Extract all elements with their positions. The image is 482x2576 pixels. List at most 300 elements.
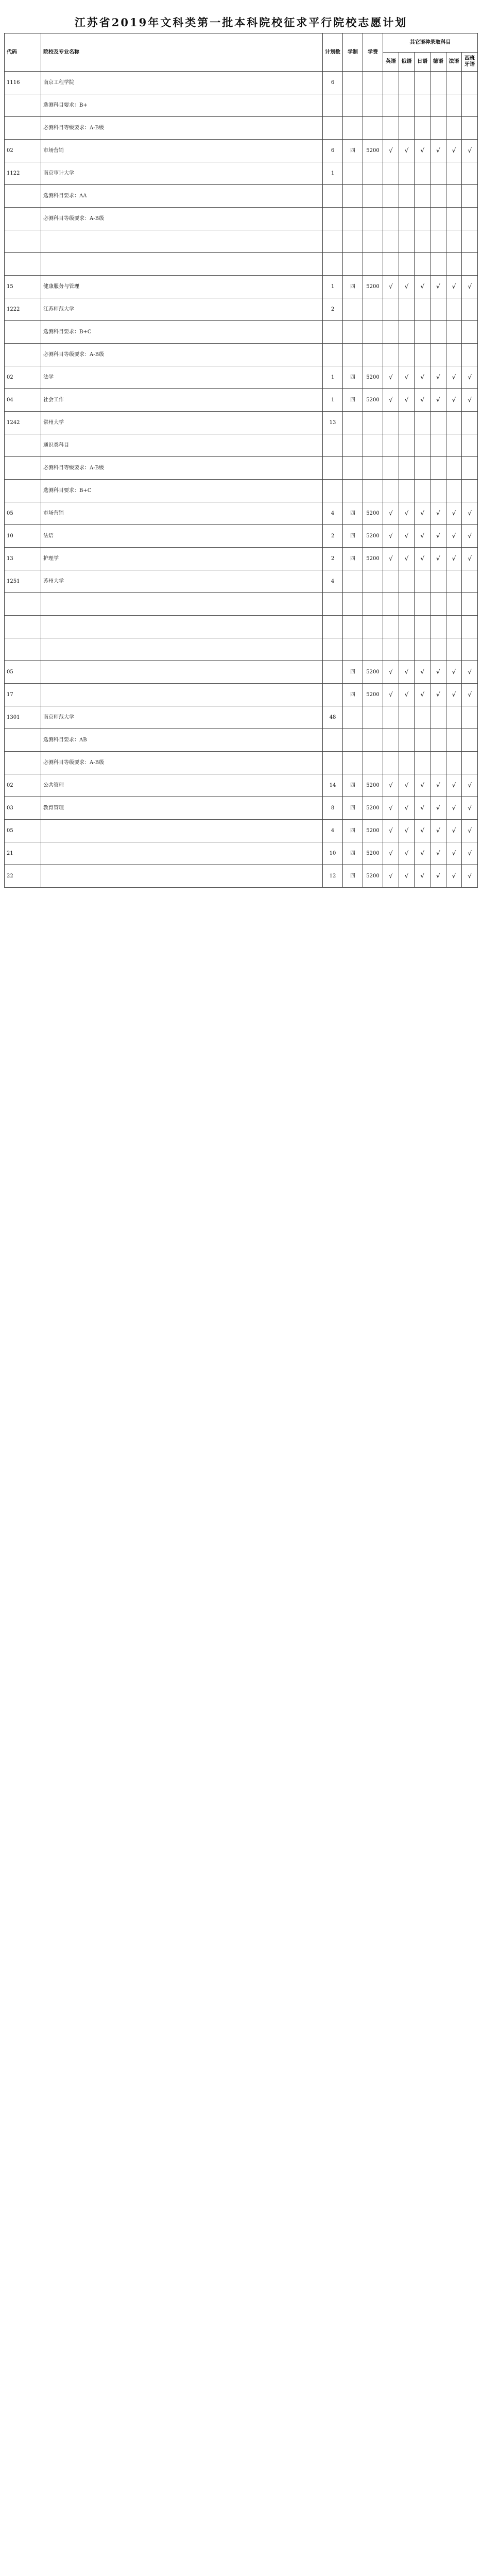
row-check-cell	[446, 797, 462, 820]
row-name: 选测科目要求：AA	[41, 185, 323, 208]
check-mark-icon: √	[452, 781, 456, 789]
row-check-cell	[446, 502, 462, 525]
row-check-cell	[462, 185, 478, 208]
row-code: 15	[5, 276, 41, 298]
row-check-cell	[430, 457, 446, 480]
row-check-cell	[430, 366, 446, 389]
row-check-cell	[415, 230, 431, 253]
row-name: 常州大学	[41, 412, 323, 434]
row-name	[41, 865, 323, 888]
header-plan: 计划数	[323, 33, 343, 72]
row-code: 05	[5, 820, 41, 842]
row-check-cell	[399, 117, 415, 140]
check-mark-icon: √	[436, 690, 440, 698]
row-check-cell	[415, 570, 431, 593]
header-sub-russian: 俄语	[399, 53, 415, 72]
row-code: 1301	[5, 706, 41, 729]
row-check-cell	[399, 344, 415, 366]
row-check-cell	[462, 412, 478, 434]
row-check-cell	[430, 94, 446, 117]
row-years: 四	[343, 842, 363, 865]
row-plan	[323, 185, 343, 208]
row-check-cell	[462, 570, 478, 593]
row-years	[343, 752, 363, 774]
row-check-cell	[430, 344, 446, 366]
row-code: 03	[5, 797, 41, 820]
row-check-cell	[399, 774, 415, 797]
check-mark-icon: √	[468, 373, 472, 381]
check-mark-icon: √	[452, 826, 456, 834]
table-row	[5, 366, 478, 389]
row-check-cell	[462, 389, 478, 412]
row-check-cell	[415, 480, 431, 502]
table-row	[5, 321, 478, 344]
check-mark-icon: √	[404, 146, 409, 154]
header-fee: 学费	[363, 33, 383, 72]
row-check-cell	[383, 412, 399, 434]
row-code: 04	[5, 389, 41, 412]
row-check-cell	[383, 525, 399, 548]
table-row	[5, 593, 478, 616]
row-years	[343, 321, 363, 344]
row-check-cell	[430, 593, 446, 616]
row-check-cell	[399, 616, 415, 638]
row-fee: 5200	[363, 774, 383, 797]
row-fee	[363, 208, 383, 230]
table-row	[5, 389, 478, 412]
row-check-cell	[399, 94, 415, 117]
row-check-cell	[430, 389, 446, 412]
row-name: 市场营销	[41, 140, 323, 162]
row-check-cell	[446, 842, 462, 865]
row-years	[343, 162, 363, 185]
row-years: 四	[343, 502, 363, 525]
row-check-cell	[383, 253, 399, 276]
row-check-cell	[399, 706, 415, 729]
row-check-cell	[399, 162, 415, 185]
row-check-cell	[399, 661, 415, 684]
row-check-cell	[383, 389, 399, 412]
row-check-cell	[399, 548, 415, 570]
row-name: 通识类科目	[41, 434, 323, 457]
row-fee: 5200	[363, 842, 383, 865]
row-plan: 1	[323, 276, 343, 298]
row-plan: 8	[323, 797, 343, 820]
row-check-cell	[462, 276, 478, 298]
row-check-cell	[399, 72, 415, 94]
check-mark-icon: √	[404, 396, 409, 403]
row-check-cell	[415, 820, 431, 842]
header-code: 代码	[5, 33, 41, 72]
table-row	[5, 230, 478, 253]
row-fee: 5200	[363, 140, 383, 162]
table-row	[5, 525, 478, 548]
row-name: 苏州大学	[41, 570, 323, 593]
header-sub-spanish: 西班牙语	[462, 53, 478, 72]
row-years: 四	[343, 140, 363, 162]
check-mark-icon: √	[389, 373, 393, 381]
row-check-cell	[446, 162, 462, 185]
row-fee	[363, 412, 383, 434]
row-check-cell	[446, 208, 462, 230]
check-mark-icon: √	[389, 781, 393, 789]
check-mark-icon: √	[389, 849, 393, 857]
row-fee	[363, 321, 383, 344]
check-mark-icon: √	[404, 282, 409, 290]
row-code: 05	[5, 661, 41, 684]
row-check-cell	[383, 752, 399, 774]
row-plan: 2	[323, 525, 343, 548]
row-check-cell	[446, 276, 462, 298]
row-check-cell	[446, 230, 462, 253]
row-check-cell	[462, 548, 478, 570]
row-years: 四	[343, 276, 363, 298]
row-code	[5, 253, 41, 276]
row-code	[5, 321, 41, 344]
row-check-cell	[430, 162, 446, 185]
check-mark-icon: √	[436, 373, 440, 381]
row-check-cell	[383, 434, 399, 457]
row-check-cell	[462, 842, 478, 865]
check-mark-icon: √	[420, 804, 424, 811]
row-years	[343, 253, 363, 276]
check-mark-icon: √	[404, 668, 409, 675]
row-check-cell	[415, 638, 431, 661]
row-check-cell	[399, 502, 415, 525]
row-years	[343, 457, 363, 480]
row-check-cell	[462, 230, 478, 253]
row-years	[343, 185, 363, 208]
header-sub-french: 法语	[446, 53, 462, 72]
row-name: 市场营销	[41, 502, 323, 525]
check-mark-icon: √	[468, 668, 472, 675]
row-check-cell	[383, 729, 399, 752]
row-check-cell	[383, 230, 399, 253]
row-check-cell	[399, 208, 415, 230]
row-code: 1122	[5, 162, 41, 185]
row-code	[5, 94, 41, 117]
row-check-cell	[462, 253, 478, 276]
table-row	[5, 434, 478, 457]
row-check-cell	[430, 525, 446, 548]
row-plan	[323, 230, 343, 253]
row-name: 必测科目等级要求：A-B级	[41, 752, 323, 774]
check-mark-icon: √	[452, 872, 456, 879]
row-check-cell	[415, 253, 431, 276]
row-check-cell	[399, 457, 415, 480]
table-row	[5, 140, 478, 162]
row-check-cell	[415, 72, 431, 94]
row-name: 必测科目等级要求：A-B级	[41, 344, 323, 366]
row-check-cell	[383, 570, 399, 593]
check-mark-icon: √	[389, 554, 393, 562]
row-fee	[363, 94, 383, 117]
row-check-cell	[430, 706, 446, 729]
check-mark-icon: √	[452, 396, 456, 403]
row-fee	[363, 72, 383, 94]
row-check-cell	[415, 729, 431, 752]
row-fee	[363, 593, 383, 616]
table-row	[5, 502, 478, 525]
check-mark-icon: √	[436, 532, 440, 539]
row-check-cell	[415, 276, 431, 298]
check-mark-icon: √	[420, 146, 424, 154]
check-mark-icon: √	[404, 849, 409, 857]
check-mark-icon: √	[389, 690, 393, 698]
row-plan: 6	[323, 140, 343, 162]
row-check-cell	[446, 140, 462, 162]
row-check-cell	[446, 570, 462, 593]
check-mark-icon: √	[420, 396, 424, 403]
row-check-cell	[462, 117, 478, 140]
row-code: 02	[5, 140, 41, 162]
table-row	[5, 684, 478, 706]
table-header-row	[5, 33, 478, 53]
row-check-cell	[415, 842, 431, 865]
row-fee: 5200	[363, 276, 383, 298]
row-name: 必测科目等级要求：A-B级	[41, 457, 323, 480]
row-name: 南京工程学院	[41, 72, 323, 94]
row-check-cell	[399, 638, 415, 661]
check-mark-icon: √	[420, 826, 424, 834]
row-check-cell	[415, 774, 431, 797]
check-mark-icon: √	[404, 532, 409, 539]
row-check-cell	[399, 820, 415, 842]
row-check-cell	[399, 729, 415, 752]
row-check-cell	[462, 298, 478, 321]
check-mark-icon: √	[468, 146, 472, 154]
row-check-cell	[383, 638, 399, 661]
row-years	[343, 117, 363, 140]
row-name: 南京审计大学	[41, 162, 323, 185]
header-sub-english: 英语	[383, 53, 399, 72]
row-check-cell	[462, 774, 478, 797]
row-fee	[363, 457, 383, 480]
row-code	[5, 344, 41, 366]
table-row	[5, 774, 478, 797]
check-mark-icon: √	[452, 282, 456, 290]
row-check-cell	[462, 140, 478, 162]
row-check-cell	[383, 706, 399, 729]
row-check-cell	[399, 321, 415, 344]
check-mark-icon: √	[404, 554, 409, 562]
row-check-cell	[430, 321, 446, 344]
row-plan	[323, 480, 343, 502]
row-name: 法学	[41, 366, 323, 389]
row-plan	[323, 321, 343, 344]
row-fee	[363, 638, 383, 661]
row-check-cell	[399, 366, 415, 389]
row-plan	[323, 729, 343, 752]
row-name: 护理学	[41, 548, 323, 570]
row-check-cell	[399, 525, 415, 548]
check-mark-icon: √	[404, 804, 409, 811]
row-plan	[323, 434, 343, 457]
table-row	[5, 570, 478, 593]
row-check-cell	[446, 774, 462, 797]
row-code: 1222	[5, 298, 41, 321]
row-plan	[323, 457, 343, 480]
table-row	[5, 208, 478, 230]
row-check-cell	[446, 72, 462, 94]
check-mark-icon: √	[436, 554, 440, 562]
row-check-cell	[462, 525, 478, 548]
row-check-cell	[415, 457, 431, 480]
row-fee	[363, 185, 383, 208]
row-years: 四	[343, 774, 363, 797]
row-fee: 5200	[363, 661, 383, 684]
row-check-cell	[462, 797, 478, 820]
table-row	[5, 94, 478, 117]
row-check-cell	[430, 140, 446, 162]
row-fee	[363, 162, 383, 185]
row-years	[343, 344, 363, 366]
row-check-cell	[415, 94, 431, 117]
row-years: 四	[343, 797, 363, 820]
row-name: 选测科目要求：B+C	[41, 321, 323, 344]
row-name: 公共管理	[41, 774, 323, 797]
row-fee	[363, 616, 383, 638]
check-mark-icon: √	[436, 849, 440, 857]
row-check-cell	[415, 412, 431, 434]
row-check-cell	[462, 661, 478, 684]
check-mark-icon: √	[436, 872, 440, 879]
row-check-cell	[446, 752, 462, 774]
check-mark-icon: √	[452, 804, 456, 811]
row-name	[41, 593, 323, 616]
row-code: 02	[5, 366, 41, 389]
check-mark-icon: √	[436, 668, 440, 675]
row-check-cell	[446, 434, 462, 457]
row-years	[343, 570, 363, 593]
row-check-cell	[415, 706, 431, 729]
check-mark-icon: √	[436, 804, 440, 811]
row-plan: 2	[323, 298, 343, 321]
row-years: 四	[343, 684, 363, 706]
check-mark-icon: √	[420, 373, 424, 381]
table-row	[5, 661, 478, 684]
header-sub-japanese: 日语	[415, 53, 431, 72]
row-check-cell	[383, 117, 399, 140]
row-check-cell	[383, 480, 399, 502]
row-check-cell	[383, 344, 399, 366]
row-check-cell	[383, 774, 399, 797]
check-mark-icon: √	[468, 826, 472, 834]
row-plan: 48	[323, 706, 343, 729]
row-check-cell	[415, 593, 431, 616]
row-check-cell	[399, 412, 415, 434]
row-fee	[363, 298, 383, 321]
table-row	[5, 253, 478, 276]
check-mark-icon: √	[468, 872, 472, 879]
table-row	[5, 842, 478, 865]
row-check-cell	[430, 638, 446, 661]
row-code: 10	[5, 525, 41, 548]
row-check-cell	[430, 774, 446, 797]
row-check-cell	[399, 865, 415, 888]
plan-table	[4, 33, 478, 888]
check-mark-icon: √	[468, 849, 472, 857]
row-check-cell	[462, 616, 478, 638]
row-check-cell	[430, 253, 446, 276]
row-years: 四	[343, 366, 363, 389]
row-fee	[363, 570, 383, 593]
row-check-cell	[430, 117, 446, 140]
row-check-cell	[415, 208, 431, 230]
row-name: 选测科目要求：B+	[41, 94, 323, 117]
check-mark-icon: √	[452, 690, 456, 698]
row-fee	[363, 480, 383, 502]
row-check-cell	[383, 684, 399, 706]
check-mark-icon: √	[420, 509, 424, 517]
row-check-cell	[399, 593, 415, 616]
check-mark-icon: √	[468, 282, 472, 290]
row-years	[343, 616, 363, 638]
row-code: 05	[5, 502, 41, 525]
header-name: 院校及专业名称	[41, 33, 323, 72]
check-mark-icon: √	[389, 826, 393, 834]
row-code: 1242	[5, 412, 41, 434]
row-code: 21	[5, 842, 41, 865]
row-check-cell	[462, 94, 478, 117]
check-mark-icon: √	[389, 668, 393, 675]
row-check-cell	[399, 480, 415, 502]
row-name: 选测科目要求：AB	[41, 729, 323, 752]
table-row	[5, 797, 478, 820]
row-years	[343, 638, 363, 661]
row-check-cell	[430, 797, 446, 820]
row-check-cell	[446, 321, 462, 344]
row-check-cell	[430, 434, 446, 457]
check-mark-icon: √	[389, 804, 393, 811]
row-check-cell	[446, 638, 462, 661]
row-check-cell	[430, 616, 446, 638]
row-plan: 1	[323, 389, 343, 412]
row-plan	[323, 94, 343, 117]
row-fee: 5200	[363, 797, 383, 820]
row-check-cell	[462, 638, 478, 661]
row-check-cell	[383, 457, 399, 480]
row-check-cell	[383, 366, 399, 389]
row-check-cell	[430, 298, 446, 321]
row-check-cell	[462, 208, 478, 230]
row-check-cell	[462, 729, 478, 752]
row-check-cell	[383, 94, 399, 117]
row-check-cell	[430, 502, 446, 525]
row-check-cell	[446, 412, 462, 434]
row-check-cell	[399, 389, 415, 412]
row-plan: 4	[323, 820, 343, 842]
row-check-cell	[446, 706, 462, 729]
row-code: 17	[5, 684, 41, 706]
row-check-cell	[399, 298, 415, 321]
row-code	[5, 434, 41, 457]
check-mark-icon: √	[389, 146, 393, 154]
check-mark-icon: √	[389, 532, 393, 539]
row-check-cell	[462, 366, 478, 389]
row-fee: 5200	[363, 389, 383, 412]
table-row	[5, 457, 478, 480]
row-check-cell	[446, 820, 462, 842]
table-row	[5, 820, 478, 842]
row-check-cell	[383, 140, 399, 162]
row-check-cell	[446, 480, 462, 502]
row-check-cell	[399, 752, 415, 774]
row-plan: 12	[323, 865, 343, 888]
row-name	[41, 253, 323, 276]
table-row	[5, 865, 478, 888]
check-mark-icon: √	[420, 668, 424, 675]
